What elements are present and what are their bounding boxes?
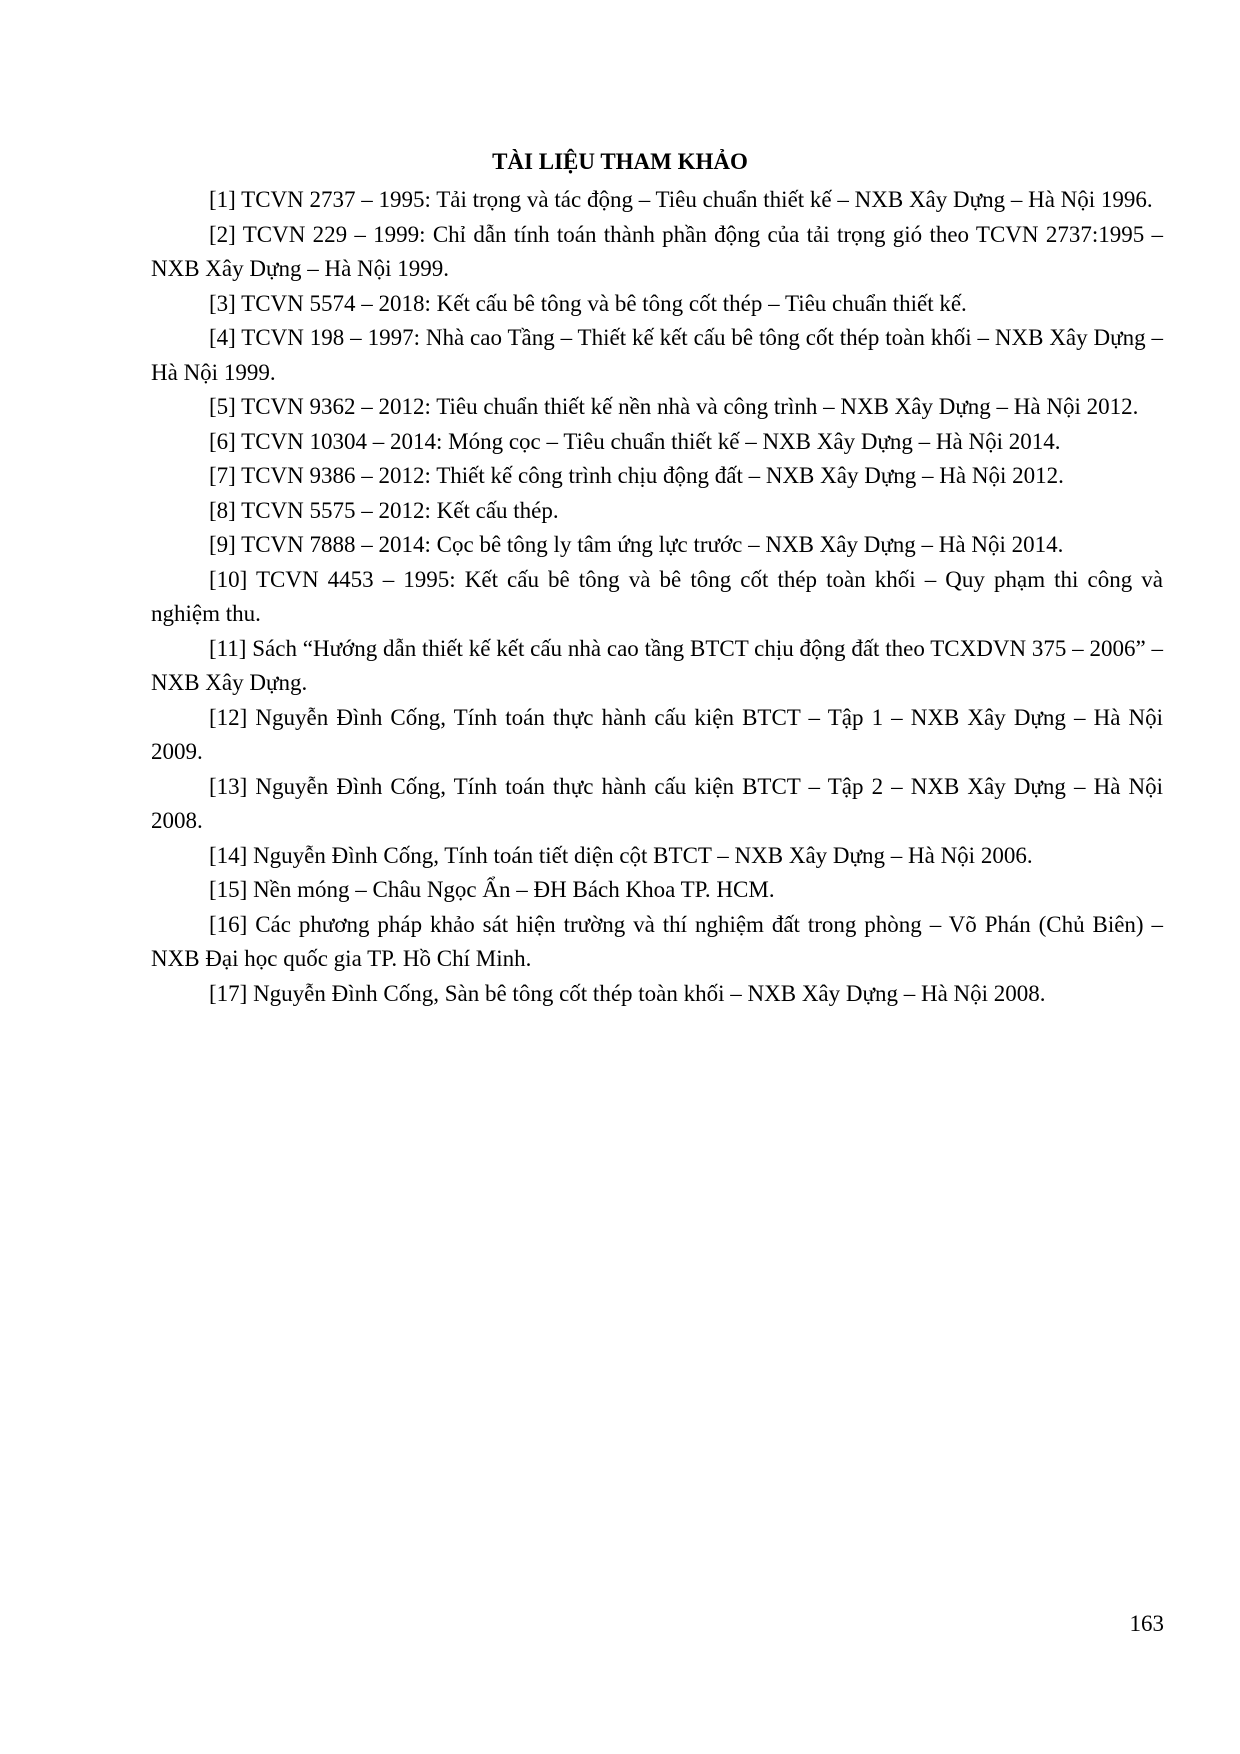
reference-item: [4] TCVN 198 – 1997: Nhà cao Tầng – Thiết kế kết cấu bê tông cốt thép toàn khối – NXB Xây Dựng – Hà Nội 1999. [151,325,1163,385]
reference-item: [14] Nguyễn Đình Cống, Tính toán tiết diện cột BTCT – NXB Xây Dựng – Hà Nội 2006. [209,842,1033,868]
reference-item: [16] Các phương pháp khảo sát hiện trường và thí nghiệm đất trong phòng – Võ Phán (Chủ Biên) – NXB Đại học quốc gia TP. Hồ Chí Minh. [151,911,1163,971]
reference-item: [5] TCVN 9362 – 2012: Tiêu chuẩn thiết kế nền nhà và công trình – NXB Xây Dựng – Hà Nội 2012. [209,394,1139,419]
reference-item: [12] Nguyễn Đình Cống, Tính toán thực hành cấu kiện BTCT – Tập 1 – NXB Xây Dựng – Hà Nội 2009. [151,704,1163,764]
reference-item: [13] Nguyễn Đình Cống, Tính toán thực hành cấu kiện BTCT – Tập 2 – NXB Xây Dựng – Hà Nội 2008. [151,773,1163,833]
reference-item: [15] Nền móng – Châu Ngọc Ẩn – ĐH Bách Khoa TP. HCM. [209,877,775,902]
reference-item: [6] TCVN 10304 – 2014: Móng cọc – Tiêu chuẩn thiết kế – NXB Xây Dựng – Hà Nội 2014. [209,428,1061,454]
reference-item: [17] Nguyễn Đình Cống, Sàn bê tông cốt thép toàn khối – NXB Xây Dựng – Hà Nội 2008. [209,980,1046,1006]
page-title: TÀI LIỆU THAM KHẢO [492,149,748,174]
reference-item: [1] TCVN 2737 – 1995: Tải trọng và tác động – Tiêu chuẩn thiết kế – NXB Xây Dựng – Hà Nội 1996. [209,187,1153,212]
reference-item: [2] TCVN 229 – 1999: Chỉ dẫn tính toán thành phần động của tải trọng gió theo TCVN 2737:1995 – NXB Xây Dựng – Hà Nội 1999. [151,221,1163,281]
reference-item: [11] Sách “Hướng dẫn thiết kế kết cấu nhà cao tầng BTCT chịu động đất theo TCXDVN 375 – 2006” – NXB Xây Dựng. [151,635,1163,695]
reference-item: [8] TCVN 5575 – 2012: Kết cấu thép. [209,497,559,523]
page-number: 163 [1129,1611,1164,1636]
reference-item: [10] TCVN 4453 – 1995: Kết cấu bê tông và bê tông cốt thép toàn khối – Quy phạm thi công và nghiệm thu. [151,566,1163,626]
reference-list [151,183,1163,1011]
reference-item: [9] TCVN 7888 – 2014: Cọc bê tông ly tâm ứng lực trước – NXB Xây Dựng – Hà Nội 2014. [209,532,1064,557]
reference-item: [3] TCVN 5574 – 2018: Kết cấu bê tông và bê tông cốt thép – Tiêu chuẩn thiết kế. [209,290,967,316]
reference-item: [7] TCVN 9386 – 2012: Thiết kế công trình chịu động đất – NXB Xây Dựng – Hà Nội 2012. [209,463,1064,488]
